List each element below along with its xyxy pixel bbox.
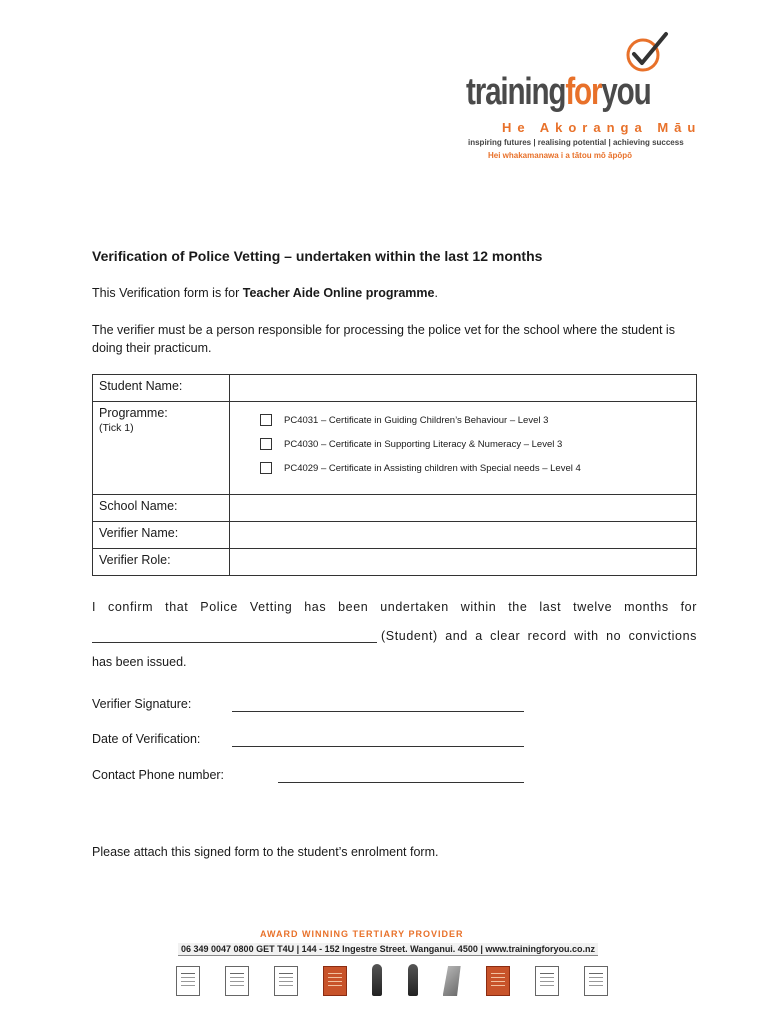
trophy-icon (372, 964, 382, 996)
trophy-icon (408, 964, 418, 996)
confirmation-line-1: I confirm that Police Vetting has been undertaken within the last twelve months for (92, 600, 697, 614)
award-banner: AWARD WINNING TERTIARY PROVIDER (260, 929, 464, 939)
award-certificate-icon (486, 966, 510, 996)
confirmation-line-3: has been issued. (92, 655, 187, 669)
student-name-field[interactable] (230, 375, 697, 402)
phone-label: Contact Phone number: (92, 768, 225, 782)
maori-title: He Akoranga Māu (502, 120, 702, 135)
contact-details: 06 349 0047 0800 GET T4U | 144 - 152 Ingestre Street. Wanganui. 4500 | www.trainingforyou.co.nz (178, 943, 598, 956)
verifier-role-label: Verifier Role: (93, 549, 230, 576)
award-certificate-icon (176, 966, 200, 996)
phone-line[interactable] (278, 781, 524, 783)
confirmation-line-2: (Student) and a clear record with no convictions (92, 628, 697, 643)
intro-text: This Verification form is for Teacher Aide Online programme. (92, 286, 438, 300)
checkbox[interactable] (260, 438, 272, 450)
training-for-you-logo (462, 30, 702, 160)
verifier-name-label: Verifier Name: (93, 522, 230, 549)
verifier-name-field[interactable] (230, 522, 697, 549)
form-heading: Verification of Police Vetting – undertaken within the last 12 months (92, 248, 543, 264)
glass-trophy-icon (443, 966, 461, 996)
details-table (92, 374, 697, 576)
date-line[interactable] (232, 745, 524, 747)
programme-label-cell (93, 402, 230, 495)
award-certificate-icon (323, 966, 347, 996)
awards-row (176, 962, 608, 996)
verifier-note: The verifier must be a person responsible for processing the police vet for the school where the student is doing their practicum. (92, 323, 675, 355)
programme-option-pc4031[interactable]: PC4031 – Certificate in Guiding Children’s Behaviour – Level 3 (260, 414, 690, 426)
date-label: Date of Verification: (92, 732, 201, 746)
programme-label: Programme: (99, 406, 168, 420)
brand-wordmark: trainingforyou (466, 71, 651, 113)
verifier-role-field[interactable] (230, 549, 697, 576)
tagline: inspiring futures | realising potential | achieving success (468, 138, 684, 147)
programme-option-pc4029[interactable]: PC4029 – Certificate in Assisting children with Special needs – Level 4 (260, 462, 690, 474)
award-certificate-icon (584, 966, 608, 996)
tagline-maori: Hei whakamanawa i a tātou mō āpōpō (488, 151, 633, 160)
award-certificate-icon (274, 966, 298, 996)
programme-name: Teacher Aide Online programme (242, 286, 435, 300)
checkbox[interactable] (260, 462, 272, 474)
school-name-field[interactable] (230, 495, 697, 522)
programme-option-pc4030[interactable]: PC4030 – Certificate in Supporting Literacy & Numeracy – Level 3 (260, 438, 690, 450)
signature-line[interactable] (232, 710, 524, 712)
checkbox[interactable] (260, 414, 272, 426)
programme-options (230, 402, 697, 495)
attach-note: Please attach this signed form to the student’s enrolment form. (92, 845, 439, 859)
award-certificate-icon (535, 966, 559, 996)
school-name-label: School Name: (93, 495, 230, 522)
tick-note: (Tick 1) (99, 422, 134, 434)
student-name-label: Student Name: (93, 375, 230, 402)
student-name-blank[interactable] (92, 628, 377, 643)
award-certificate-icon (225, 966, 249, 996)
checkmark-circle-icon (624, 30, 672, 76)
signature-label: Verifier Signature: (92, 697, 192, 711)
